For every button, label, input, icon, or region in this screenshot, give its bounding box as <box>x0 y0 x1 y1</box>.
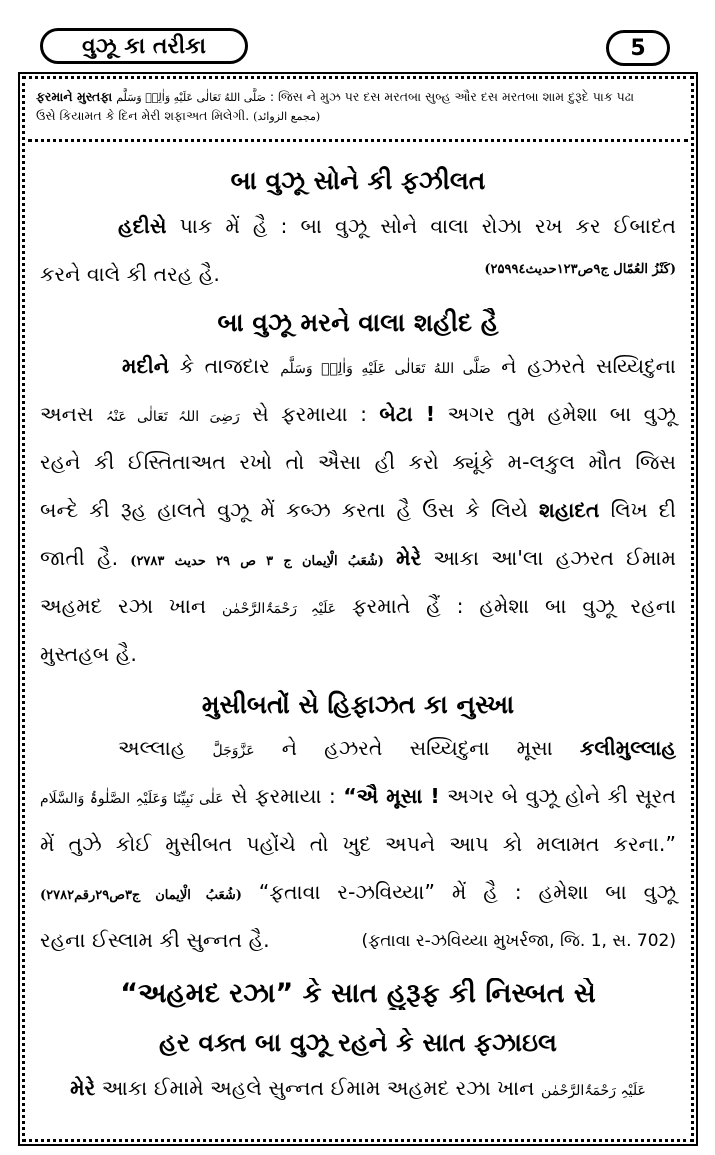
banner-salutation: صَلَّى اللهُ تَعَالٰى عَلَيْهِ وَاٰلِهٖ وَسَلَّم <box>116 91 266 104</box>
text-run: અગર તુમ હમેશા બા વુઝૂ <box>447 402 676 426</box>
arabic-salutation: عَلَیْہِ رَحْمَۃُالرَّحْمٰن <box>221 601 337 617</box>
source-reference: (کَنْزُ الْعُمّال ج۹ص۱۲۳حدیث۲۵۹۹٤) <box>484 262 676 277</box>
page-content <box>28 82 688 1136</box>
paragraph-line <box>28 214 688 239</box>
text-run: જાતી હૈ. <box>40 546 119 570</box>
paragraph-line <box>28 498 688 523</box>
paragraph-line <box>28 546 688 571</box>
section-heading-4: “અહમદ રઝા” કે સાત હુરૂફ કી નિસ્બત સે <box>120 978 596 1009</box>
bold-word: મેરે <box>396 546 422 570</box>
banner-lead: ફરમાને મુસ્તફા <box>36 89 113 104</box>
bold-word: બેટા ! <box>379 402 436 426</box>
text-run: ને હઝરતે સય્યિદુના <box>501 354 676 378</box>
chapter-title: વુઝૂ કા તરીકા <box>40 28 248 64</box>
text-run: અનસ <box>40 402 94 426</box>
paragraph-line <box>28 354 688 379</box>
section-heading-3: મુસીબતોં સે હિફાઝત કા નુસ્ખા <box>201 690 515 719</box>
arabic-salutation: عَلٰی نَبِیِّنَا وَعَلَیْہِ الصَّلٰوۃُ وَالسَّلَام <box>40 791 224 807</box>
text-run: કરને વાલે કી તરહ હૈ. <box>40 262 220 286</box>
page-number: 5 <box>606 30 670 66</box>
bold-word: હદીસે <box>118 214 167 238</box>
text-run: ને હઝરતે સય્યિદુના મૂસા <box>281 736 553 760</box>
paragraph-line <box>28 784 688 809</box>
text-run: અગર બે વુઝૂ હોને કી સૂરત <box>447 784 676 808</box>
paragraph-line: મેં તુઝે કોઈ મુસીબત પહોંચે તો ખુદ અપને આપ કો મલામત કરના.” <box>40 832 676 856</box>
bold-word: શહાદત <box>539 498 600 522</box>
paragraph-line <box>28 262 688 287</box>
paragraph-line <box>28 928 688 953</box>
text-run: આકા આ'લા હઝરત ઈમામ <box>433 546 676 570</box>
text-run: અલ્લાહ <box>118 736 186 760</box>
arabic-salutation: رَضِیَ اللہُ تَعَالٰی عَنْہُ <box>105 409 240 425</box>
paragraph-line <box>28 594 688 619</box>
arabic-salutation: صَلَّى اللهُ تَعَالٰى عَلَيْهِ وَاٰلِهٖ وَسَلَّم <box>280 361 491 377</box>
text-run: કે તાજદાર <box>179 354 270 378</box>
arabic-salutation: عَزَّوَجَلَّ <box>212 743 255 759</box>
paragraph-line <box>28 1076 688 1101</box>
banner-text-2: ઉસે કિયામત કે દિન મેરી શફાઅત મિલેગી. <box>36 108 250 123</box>
paragraph-line <box>28 880 688 905</box>
paragraph-line <box>28 402 688 427</box>
banner-text-1: : જિસ ને મુઝ પર દસ મરતબા સુબ્હ ઔર દસ મરતબા શામ દુરૂદે પાક પઢા <box>269 89 635 104</box>
text-run: ફરમાતે હૈં : હમેશા બા વુઝૂ રહના <box>352 594 676 618</box>
paragraph-line: મુસ્તહબ હૈ. <box>40 642 137 666</box>
bold-word: કલીમુલ્લાહ <box>579 736 676 760</box>
text-run: “ફતાવા ર-ઝવિય્યા” મેં હૈ : હમેશા બા વુઝૂ <box>258 880 676 904</box>
text-run: અહમદ રઝા ખાન <box>40 594 207 618</box>
text-run: લિખ દી <box>610 498 676 522</box>
text-run: સે ફરમાયા : <box>252 402 367 426</box>
text-run: પાક મેં હૈ : બા વુઝૂ સોને વાલા રોઝા રખ કર ઈબાદત <box>179 214 676 238</box>
source-reference: (شُعَبُ الْاِیمان ج ۳ ص ۲۹ حدیث ۲۷۸۳) <box>130 554 384 569</box>
text-run: આકા ઈમામે અહલે સુન્નત ઈમામ અહમદ રઝા ખાન <box>101 1076 535 1100</box>
section-heading-1: બા વુઝૂ સોને કી ફઝીલત <box>230 166 486 195</box>
paragraph-line: રહને કી ઈસ્તિતાઅત રખો તો ઐસા હી કરો ક્યૂંકે મ-લકુલ મૌત જિસ <box>40 450 676 474</box>
bold-word: મેરે <box>70 1076 96 1100</box>
section-heading-4-sub: હર વક્ત બા વુઝૂ રહને કે સાત ફઝાઇલ <box>159 1028 557 1057</box>
section-heading-2: બા વુઝૂ મરને વાલા શહીદ હૈ <box>217 308 499 337</box>
hadith-banner <box>28 86 688 142</box>
bold-word: “ઐ મૂસા ! <box>343 784 440 808</box>
bold-word: મદીને <box>122 354 170 378</box>
text-run: રહના ઈસ્લામ કી સુન્નત હૈ. <box>40 928 270 952</box>
text-run: સે ફરમાયા : <box>231 784 336 808</box>
source-reference: (ફતાવા ર-ઝવિય્યા મુખર્રજા, જિ. 1, સ. 702) <box>361 931 676 951</box>
paragraph-line <box>28 736 688 761</box>
banner-reference: (مجمع الزوائد) <box>253 110 321 123</box>
text-run: બન્દે કી રૂહ હાલતે વુઝૂ મેં કબ્ઝ કરતા હૈ ઉસ કે લિયે <box>40 498 528 522</box>
source-reference: (شُعَبُ الْاِیمان ج۳ص۲۹رقم۲۷۸۲) <box>40 888 242 903</box>
arabic-salutation: عَلَیْہِ رَحْمَۃُالرَّحْمٰن <box>540 1083 646 1099</box>
